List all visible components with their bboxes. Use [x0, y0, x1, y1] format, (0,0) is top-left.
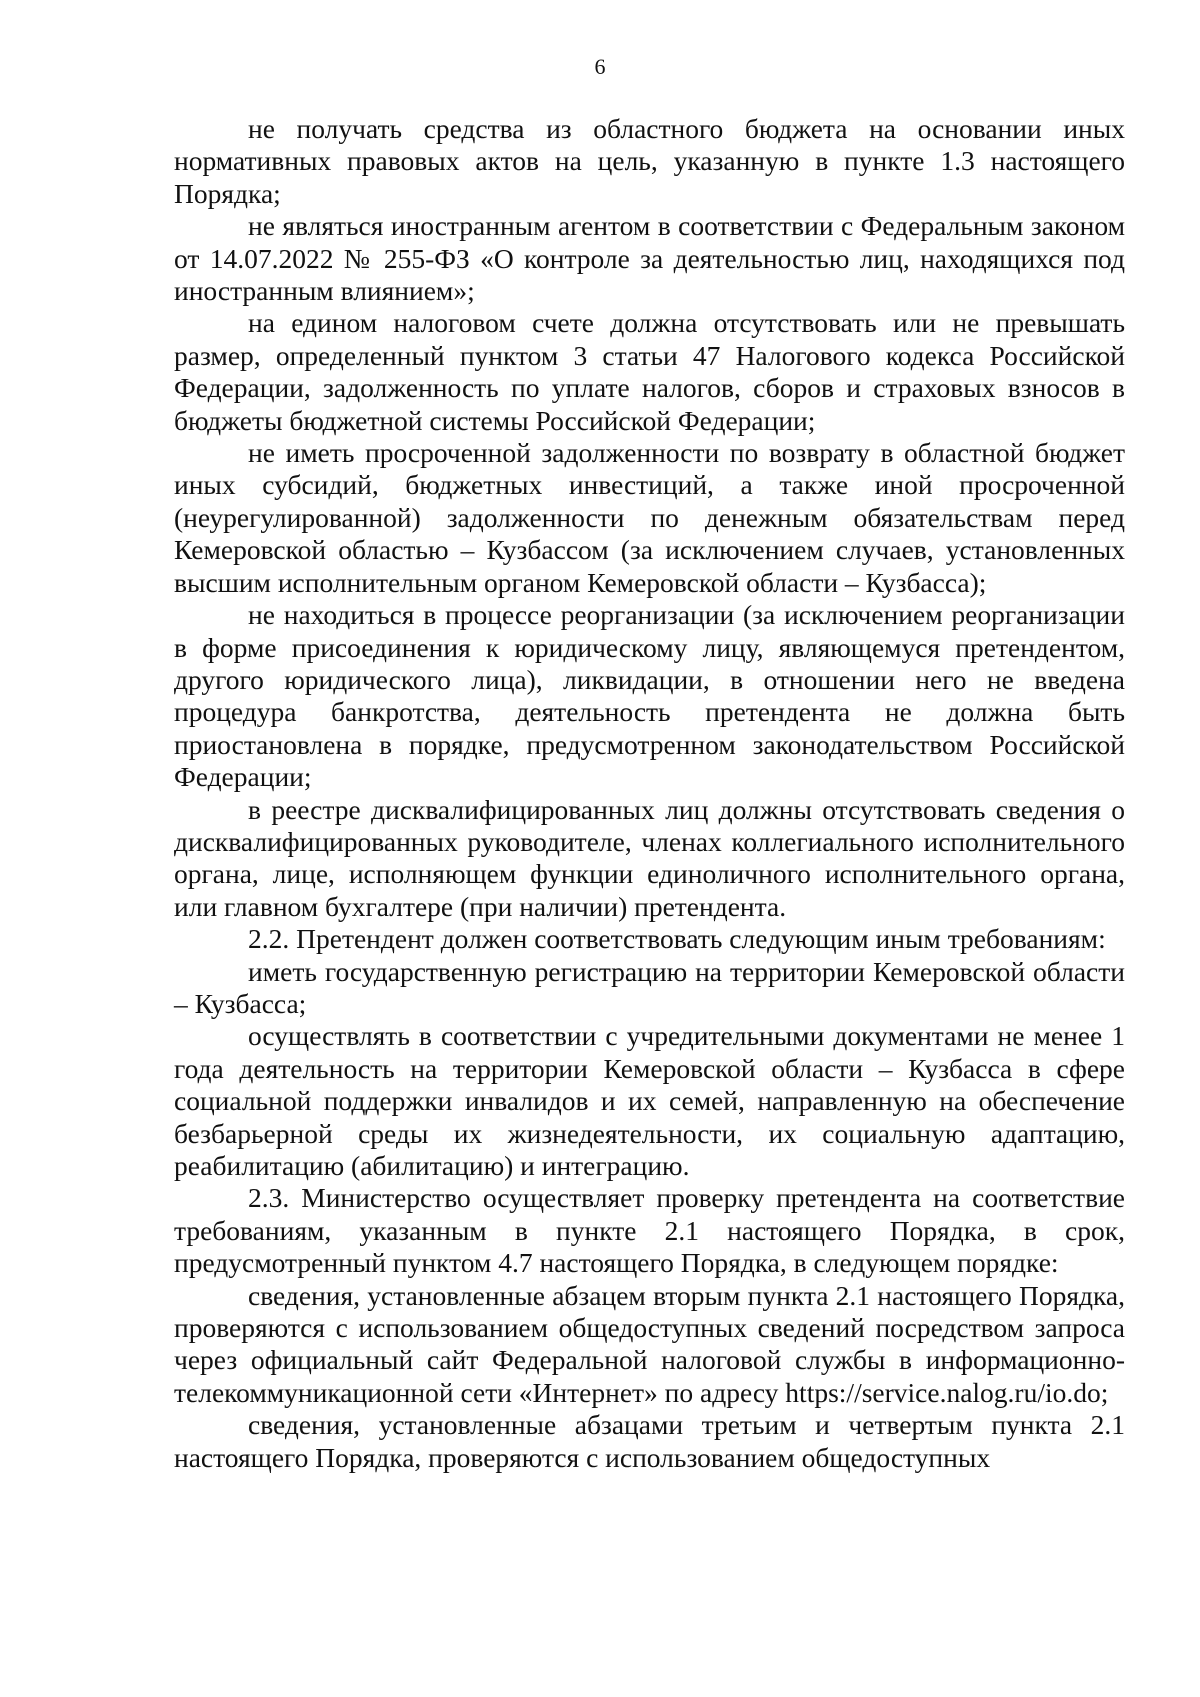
paragraph-no-other-budget-funds: не получать средства из областного бюджета на основании иных нормативных правовых актов на цель, указанную в пункте 1.3 настоящего Порядка;: [174, 113, 1125, 209]
paragraph-state-registration: иметь государственную регистрацию на территории Кемеровской области – Кузбасса;: [174, 955, 1125, 1019]
paragraph-not-foreign-agent: не являться иностранным агентом в соответствии с Федеральным законом от 14.07.2022 № 255-ФЗ «О контроле за деятельностью лиц, находящихся под иностранным влиянием»;: [174, 210, 1125, 307]
paragraph-check-paragraph-two: сведения, установленные абзацем вторым пункта 2.1 настоящего Порядка, проверяются с использованием общедоступных сведений посредством запроса через официальный сайт Федеральной налоговой службы в информационно-телекоммуникационной сети «Интернет» по адресу https://service.nalog.ru/io.do;: [174, 1279, 1125, 1408]
paragraph-tax-account-debt: на едином налоговом счете должна отсутствовать или не превышать размер, определенный пунктом 3 статьи 47 Налогового кодекса Российской Федерации, задолженность по уплате налогов, сборов и страховых взносов в бюджеты бюджетной системы Российской Федерации;: [174, 307, 1125, 436]
document-body: [174, 113, 1125, 1474]
paragraph-not-reorganizing: не находиться в процессе реорганизации (за исключением реорганизации в форме присоединения к юридическому лицу, являющемуся претендентом, другого юридического лица), ликвидации, в отношении него не введена процедура банкротства, деятельность претендента не должна быть приостановлена в порядке, предусмотренном законодательством Российской Федерации;: [174, 599, 1125, 793]
paragraph-no-overdue-debt: не иметь просроченной задолженности по возврату в областной бюджет иных субсидий, бюджетных инвестиций, а также иной просроченной (неурегулированной) задолженности по денежным обязательствам перед Кемеровской областью – Кузбассом (за исключением случаев, установленных высшим исполнительным органом Кемеровской области – Кузбасса);: [174, 437, 1125, 598]
page-number: 6: [594, 54, 606, 79]
paragraph-section-2-2: 2.2. Претендент должен соответствовать следующим иным требованиям:: [248, 923, 1106, 955]
paragraph-activity-requirement: осуществлять в соответствии с учредительными документами не менее 1 года деятельность на территории Кемеровской области – Кузбасса в сфере социальной поддержки инвалидов и их семей, направленную на обеспечение безбарьерной среды их жизнедеятельности, их социальную адаптацию, реабилитацию (абилитацию) и интеграцию.: [174, 1020, 1125, 1181]
paragraph-check-paragraphs-three-four: сведения, установленные абзацами третьим и четвертым пункта 2.1 настоящего Порядка, проверяются с использованием общедоступных: [174, 1409, 1125, 1473]
paragraph-section-2-3: 2.3. Министерство осуществляет проверку претендента на соответствие требованиям, указанным в пункте 2.1 настоящего Порядка, в срок, предусмотренный пунктом 4.7 настоящего Порядка, в следующем порядке:: [174, 1182, 1125, 1279]
paragraph-disqualified-registry: в реестре дисквалифицированных лиц должны отсутствовать сведения о дисквалифицированных руководителе, членах коллегиального исполнительного органа, лице, исполняющем функции единоличного исполнительного органа, или главном бухгалтере (при наличии) претендента.: [174, 793, 1125, 922]
